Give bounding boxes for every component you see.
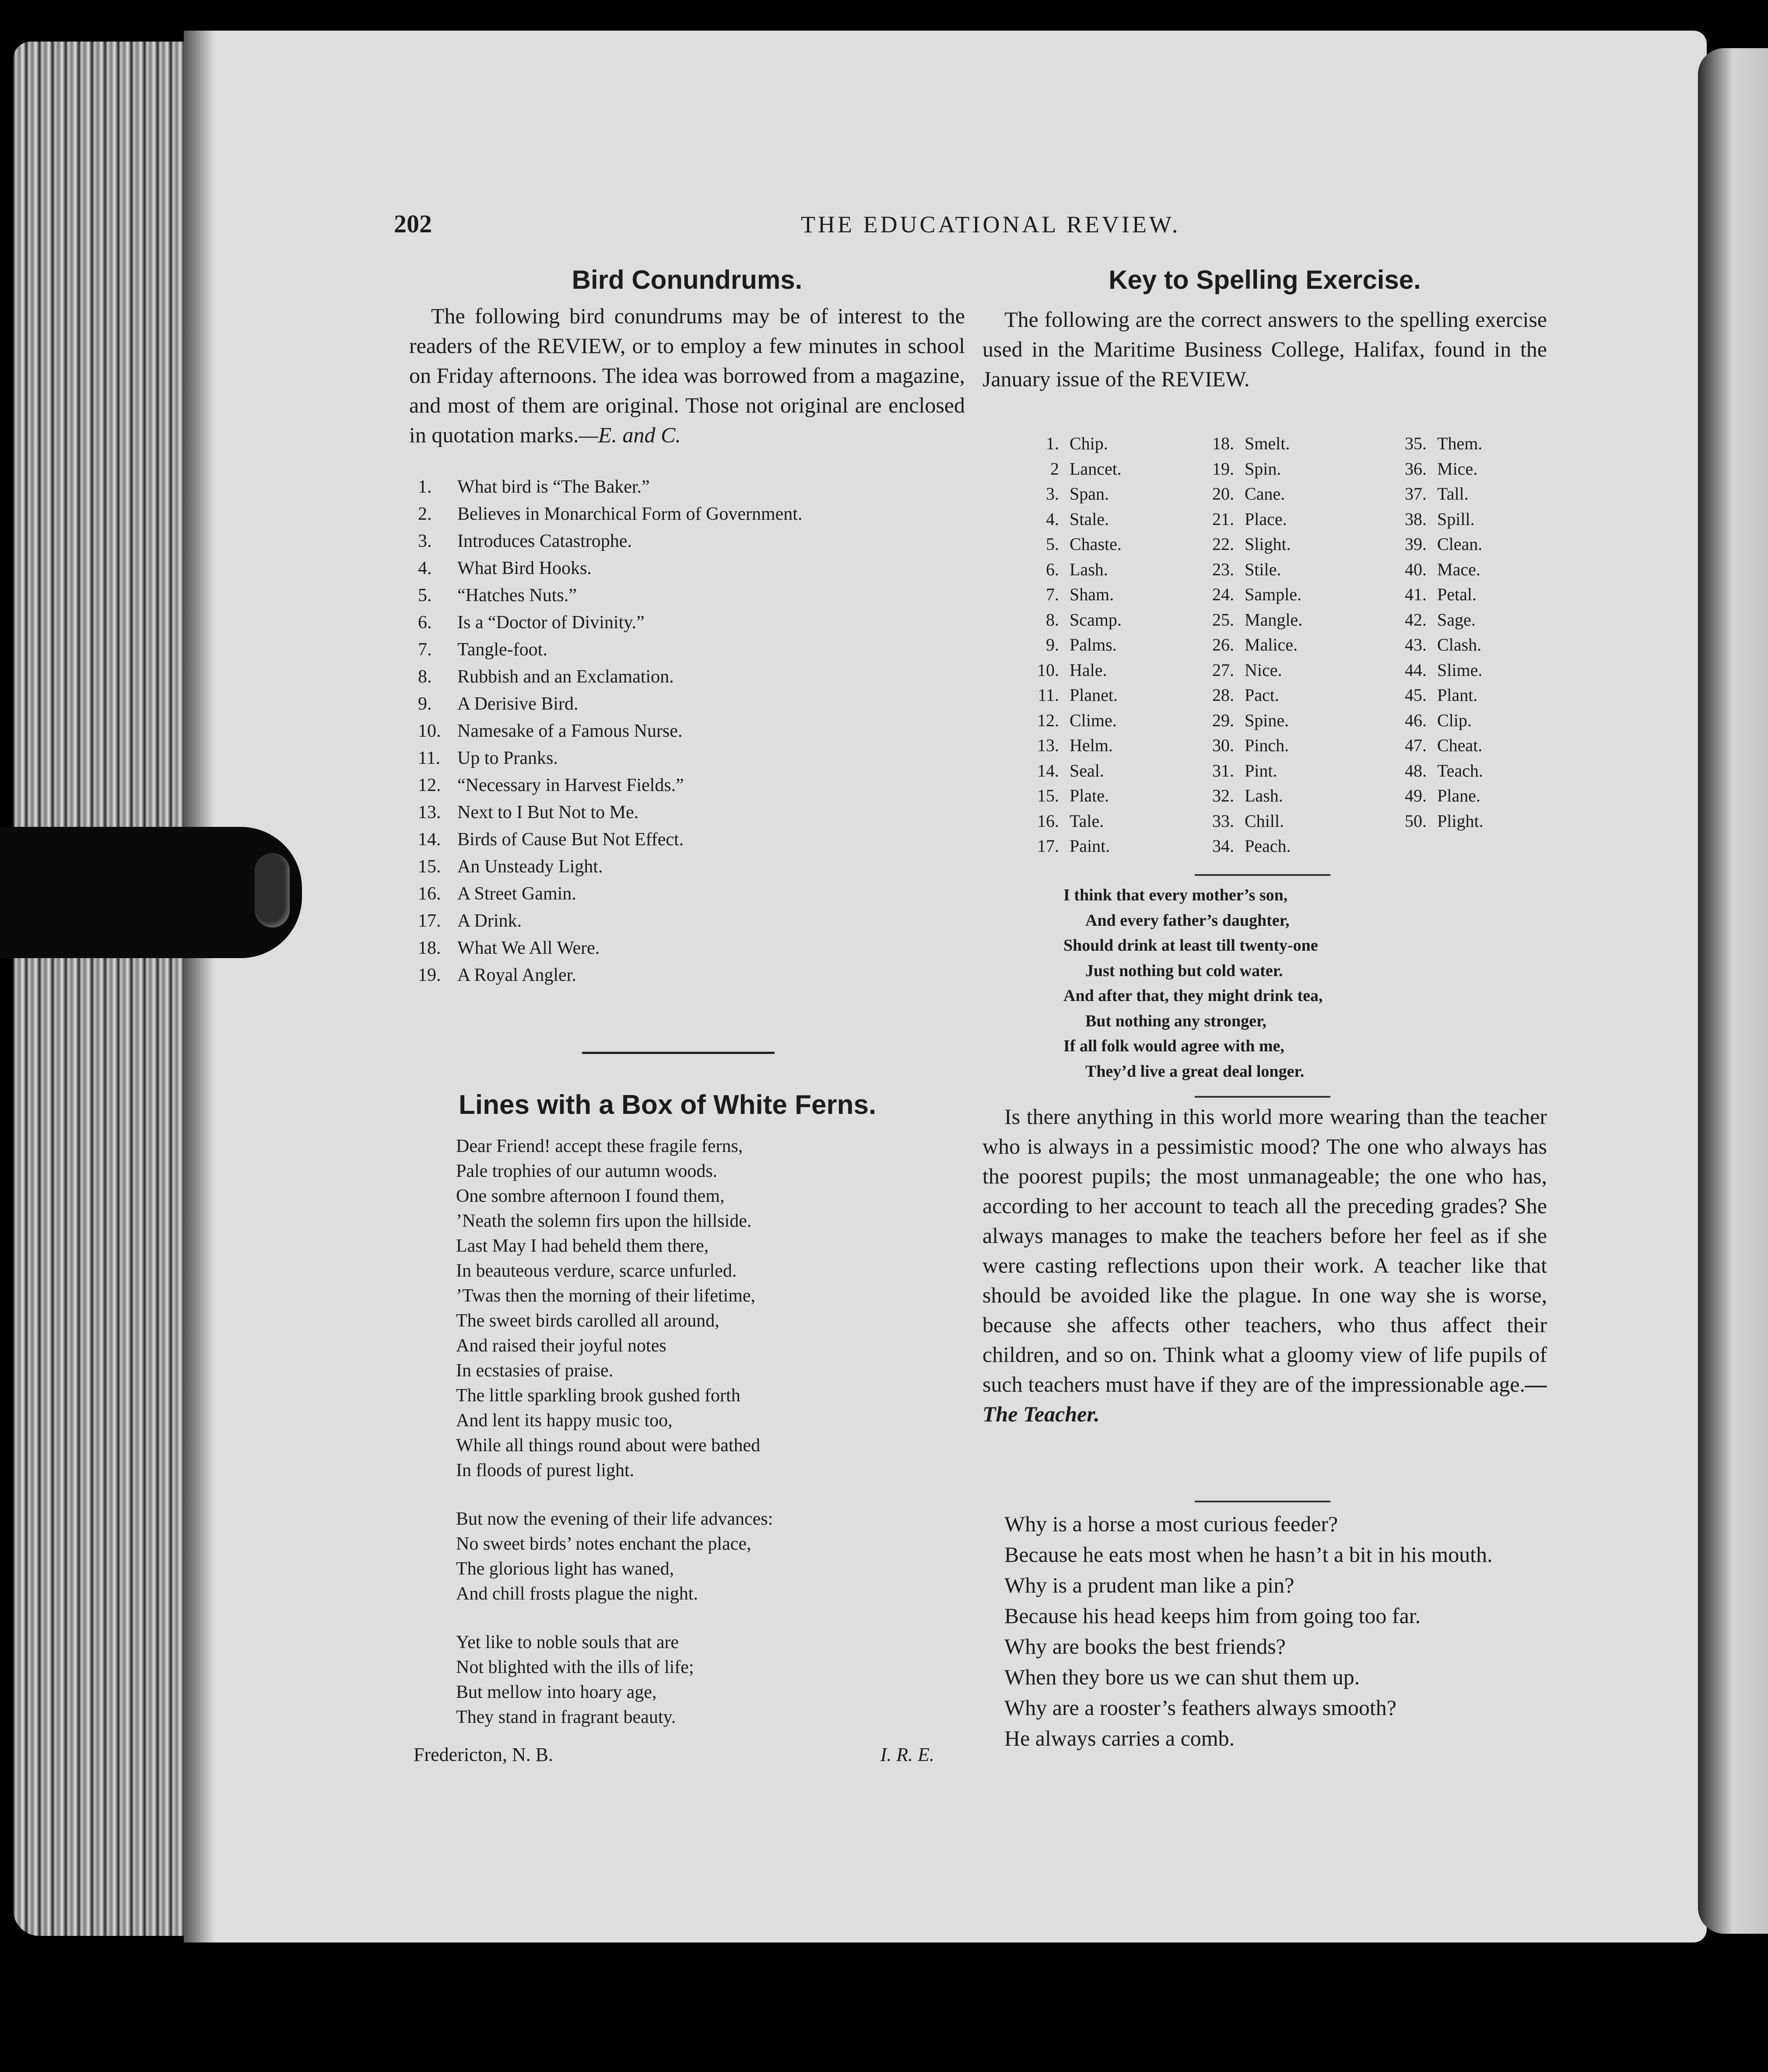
verse-line: I think that every mother’s son, (1063, 886, 1288, 904)
conundrum-text: Tangle-foot. (457, 640, 547, 660)
answer-row (1015, 607, 1122, 633)
answer-number: 13. (1037, 735, 1059, 755)
conundrum-item (418, 636, 965, 663)
conundrum-number: 15. (418, 857, 441, 877)
answer-row (1190, 582, 1302, 607)
answer-row (1190, 632, 1302, 658)
answer-number: 42. (1405, 609, 1427, 630)
riddle-answer: He always carries a comb. (1004, 1726, 1235, 1750)
ferns-poem-title: Lines with a Box of White Ferns. (459, 1090, 877, 1120)
answer-word: Spill. (1437, 509, 1475, 529)
answer-number: 44. (1405, 660, 1427, 680)
answer-row (1383, 708, 1484, 733)
answer-row (1015, 582, 1122, 607)
answer-number: 45. (1405, 685, 1427, 705)
answer-word: Place. (1245, 509, 1287, 529)
answer-word: Spine. (1245, 710, 1289, 730)
conundrum-item (418, 528, 965, 555)
answer-number: 34. (1212, 836, 1234, 856)
answer-row (1383, 607, 1484, 633)
answer-row (1190, 431, 1302, 456)
spelling-answers-grid (1015, 431, 1554, 860)
answer-number: 15. (1037, 786, 1059, 805)
answer-word: Spin. (1245, 458, 1281, 479)
conundrum-item (418, 718, 965, 745)
answer-number: 6. (1046, 559, 1059, 579)
answer-row (1015, 808, 1122, 834)
answer-number: 50. (1405, 811, 1427, 831)
conundrum-text: A Street Gamin. (457, 884, 576, 904)
answer-row (1383, 532, 1484, 557)
conundrum-text: Introduces Catastrophe. (457, 531, 632, 551)
answer-row (1190, 532, 1302, 557)
verse-line: But nothing any stronger, (1085, 1012, 1266, 1030)
poem-line: And lent its happy music too, (456, 1410, 673, 1431)
answer-number: 26. (1212, 635, 1234, 654)
verse-line: Should drink at least till twenty-one (1063, 936, 1318, 955)
answer-row (1190, 507, 1302, 532)
answer-number: 16. (1037, 811, 1059, 831)
conundrum-text: A Royal Angler. (457, 965, 576, 985)
poem-line: In ecstasies of praise. (456, 1361, 614, 1381)
riddle-answer: Because he eats most when he hasn’t a bit in his mouth. (1004, 1542, 1493, 1567)
answer-word: Them. (1437, 434, 1483, 453)
teacher-paragraph: Is there anything in this world more wearing than the teacher who is always in a pessimistic mood? The one who always has the poorest pupils; the most unmanageable; the one who has, according to her account to teach all the preceding grades? She always manages to make the teachers before her feel as if she were casting reflections upon their work. A teacher like that should be avoided like the plague. In one way she is worse, because she affects other teachers, who thus affect their children, and so on. Think what a gloomy view of life pupils of such teachers must have if they are of the impressionable age.—The Teacher. (982, 1104, 1547, 1426)
riddles (982, 1508, 1547, 1754)
answer-row (1190, 658, 1302, 683)
conundrum-text: “Necessary in Harvest Fields.” (457, 775, 684, 795)
temperance-verse (1063, 883, 1457, 1084)
poem-line: Yet like to noble souls that are (456, 1632, 679, 1652)
answer-word: Petal. (1437, 584, 1477, 604)
conundrum-item (418, 907, 965, 934)
gutter-shadow (184, 31, 214, 1942)
facing-page-edge (1698, 48, 1768, 1934)
answer-number: 18. (1212, 434, 1234, 453)
conundrum-number: 18. (418, 938, 441, 958)
answers-column-1 (1015, 431, 1122, 859)
answer-row (1383, 808, 1484, 834)
teacher-source: —The Teacher. (982, 1372, 1547, 1426)
intro-signature: —E. and C. (579, 423, 681, 447)
bird-conundrums-title: Bird Conundrums. (572, 265, 803, 294)
answer-row (1015, 758, 1122, 784)
answer-row (1015, 733, 1122, 758)
conundrum-text: A Drink. (457, 911, 522, 931)
answer-number: 46. (1405, 710, 1427, 730)
poem-line: But now the evening of their life advances: (456, 1509, 773, 1529)
answer-word: Smelt. (1245, 434, 1290, 453)
conundrum-item (418, 745, 965, 772)
answer-number: 4. (1046, 509, 1059, 529)
answer-word: Seal. (1070, 760, 1104, 780)
answer-row (1015, 833, 1122, 859)
journal-title: THE EDUCATIONAL REVIEW. (801, 211, 1181, 238)
answer-number: 30. (1212, 735, 1234, 755)
riddle-question: Why are books the best friends? (1004, 1634, 1286, 1659)
answer-number: 41. (1405, 584, 1427, 604)
conundrum-number: 12. (418, 775, 441, 795)
conundrum-number: 17. (418, 911, 441, 931)
answer-row (1015, 658, 1122, 683)
answer-row (1383, 783, 1484, 808)
answer-number: 38. (1405, 509, 1427, 529)
conundrum-number: 2. (418, 504, 432, 524)
answer-number: 3. (1046, 484, 1059, 504)
answer-word: Hale. (1070, 660, 1107, 680)
poem-line: The sweet birds carolled all around, (456, 1311, 719, 1331)
conundrum-item (418, 663, 965, 690)
answer-row (1190, 758, 1302, 784)
conundrum-text: Birds of Cause But Not Effect. (457, 830, 684, 850)
divider-rule (1195, 1501, 1330, 1502)
answer-row (1383, 632, 1484, 658)
spelling-key-intro: The following are the correct answers to the spelling exercise used in the Maritime Business College, Halifax, found in the January issue of the REVIEW. (982, 307, 1547, 391)
answer-number: 5. (1046, 534, 1059, 554)
answer-word: Lash. (1245, 786, 1283, 805)
answer-number: 7. (1046, 584, 1059, 604)
answer-number: 29. (1212, 710, 1234, 730)
verse-line: If all folk would agree with me, (1063, 1037, 1284, 1055)
answer-row (1015, 682, 1122, 708)
page-number: 202 (394, 210, 432, 238)
answer-word: Clean. (1437, 534, 1483, 554)
answer-word: Clime. (1070, 710, 1117, 730)
conundrum-number: 5. (418, 585, 432, 606)
ferns-poem (456, 1134, 959, 1754)
conundrum-number: 6. (418, 612, 432, 633)
conundrum-number: 9. (418, 694, 432, 714)
page-header (394, 209, 1234, 257)
answer-word: Mace. (1437, 559, 1480, 579)
answer-row (1383, 682, 1484, 708)
answer-row (1383, 582, 1484, 607)
poem-author: I. R. E. (880, 1744, 934, 1765)
conundrum-text: Is a “Doctor of Divinity.” (457, 612, 645, 633)
bird-conundrums-article (409, 265, 965, 989)
answer-row (1190, 481, 1302, 507)
conundrum-text: “Hatches Nuts.” (457, 585, 577, 606)
answer-row (1190, 808, 1302, 834)
answer-row (1383, 431, 1484, 456)
book-page-edges (13, 42, 188, 1936)
poem-line: No sweet birds’ notes enchant the place, (456, 1534, 751, 1554)
answer-number: 14. (1037, 760, 1059, 780)
answer-word: Tale. (1070, 811, 1104, 831)
answer-word: Pinch. (1245, 735, 1289, 755)
answer-row (1015, 481, 1122, 507)
poem-line: They stand in fragrant beauty. (456, 1707, 676, 1727)
answer-word: Plight. (1437, 811, 1484, 831)
answer-row (1190, 456, 1302, 482)
riddle-question: Why is a horse a most curious feeder? (1004, 1512, 1338, 1536)
answer-row (1190, 557, 1302, 582)
conundrum-text: An Unsteady Light. (457, 857, 603, 877)
conundrum-text: A Derisive Bird. (457, 694, 579, 714)
riddle-answer: Because his head keeps him from going too far. (1004, 1603, 1421, 1628)
answer-number: 40. (1405, 559, 1427, 579)
poem-line: The glorious light has waned, (456, 1559, 674, 1579)
answer-row (1015, 708, 1122, 733)
poem-stanza-3 (456, 1630, 959, 1730)
conundrum-item (418, 473, 965, 500)
answer-row (1190, 733, 1302, 758)
answer-row (1190, 783, 1302, 808)
thumb-holding-page (0, 827, 302, 958)
conundrum-number: 7. (418, 640, 432, 660)
verse-line: And every father’s daughter, (1085, 911, 1290, 930)
poem-line: ’Neath the solemn firs upon the hillside. (456, 1211, 752, 1231)
conundrum-item (418, 853, 965, 880)
poem-line: While all things round about were bathed (456, 1435, 761, 1456)
answer-number: 31. (1212, 760, 1234, 780)
conundrum-text: Believes in Monarchical Form of Government. (457, 504, 803, 524)
conundrum-number: 19. (418, 965, 441, 985)
conundrum-text: Namesake of a Famous Nurse. (457, 721, 683, 741)
poem-line: ’Twas then the morning of their lifetime, (456, 1286, 756, 1306)
answer-row (1383, 658, 1484, 683)
answer-word: Tall. (1437, 484, 1469, 504)
poem-line: But mellow into hoary age, (456, 1682, 657, 1702)
answer-number: 12. (1037, 710, 1059, 730)
answer-row (1190, 607, 1302, 633)
answer-word: Plate. (1070, 786, 1109, 805)
answer-row (1190, 682, 1302, 708)
answer-word: Chip. (1070, 434, 1108, 453)
poem-line: The little sparkling brook gushed forth (456, 1386, 740, 1406)
answer-word: Mice. (1437, 458, 1478, 479)
conundrum-item (418, 582, 965, 609)
riddle-question: Why is a prudent man like a pin? (1004, 1573, 1294, 1597)
divider-rule (1195, 1096, 1330, 1098)
answer-word: Malice. (1245, 635, 1298, 654)
poem-place: Fredericton, N. B. (414, 1744, 553, 1765)
answer-number: 24. (1212, 584, 1234, 604)
answer-number: 20. (1212, 484, 1234, 504)
answer-word: Peach. (1245, 836, 1291, 856)
answer-row (1190, 833, 1302, 859)
answer-word: Scamp. (1070, 609, 1122, 630)
answer-row (1383, 456, 1484, 482)
answer-word: Planet. (1070, 685, 1118, 705)
poem-line: Not blighted with the ills of life; (456, 1657, 694, 1677)
answer-number: 49. (1405, 786, 1427, 805)
answer-word: Palms. (1070, 635, 1117, 654)
answer-number: 1. (1046, 434, 1059, 453)
answer-number: 43. (1405, 635, 1427, 654)
poem-line: And chill frosts plague the night. (456, 1584, 698, 1604)
answer-number: 48. (1405, 760, 1427, 780)
conundrum-number: 4. (418, 558, 432, 578)
conundrum-number: 13. (418, 802, 441, 822)
answer-number: 28. (1212, 685, 1234, 705)
answer-word: Teach. (1437, 760, 1483, 780)
answer-word: Span. (1070, 484, 1109, 504)
answer-word: Stile. (1245, 559, 1281, 579)
conundrum-text: What We All Were. (457, 938, 600, 958)
answer-number: 35. (1405, 434, 1427, 453)
riddle-question: Why are a rooster’s feathers always smooth? (1004, 1695, 1396, 1720)
answer-number: 37. (1405, 484, 1427, 504)
answer-number: 10. (1037, 660, 1059, 680)
conundrum-number: 16. (418, 884, 441, 904)
answer-number: 2 (1050, 458, 1059, 479)
answer-word: Nice. (1245, 660, 1282, 680)
conundrum-text: Next to I But Not to Me. (457, 802, 639, 822)
answer-number: 22. (1212, 534, 1234, 554)
answer-word: Lash. (1070, 559, 1108, 579)
poem-line: Pale trophies of our autumn woods. (456, 1161, 718, 1181)
answer-word: Slime. (1437, 660, 1483, 680)
answer-word: Chill. (1245, 811, 1284, 831)
divider-rule (1195, 874, 1330, 876)
conundrum-item (418, 690, 965, 718)
answer-word: Plane. (1437, 786, 1480, 805)
answer-number: 17. (1037, 836, 1059, 856)
conundrum-item (418, 500, 965, 528)
answer-word: Cane. (1245, 484, 1285, 504)
conundrum-item (418, 934, 965, 962)
answer-number: 47. (1405, 735, 1427, 755)
poem-stanza-1 (456, 1134, 959, 1483)
answer-word: Stale. (1070, 509, 1109, 529)
answer-number: 8. (1046, 609, 1059, 630)
conundrum-item (418, 772, 965, 799)
answer-word: Pint. (1245, 760, 1277, 780)
section-divider (582, 1052, 775, 1054)
poem-line: In floods of purest light. (456, 1460, 635, 1480)
conundrum-list (418, 473, 965, 989)
conundrum-item (418, 962, 965, 989)
answer-word: Cheat. (1437, 735, 1483, 755)
conundrum-number: 3. (418, 531, 432, 551)
poem-line: Dear Friend! accept these fragile ferns, (456, 1136, 743, 1156)
answer-word: Lancet. (1070, 458, 1122, 479)
spelling-key-article (982, 265, 1547, 394)
answer-word: Helm. (1070, 735, 1113, 755)
answer-number: 36. (1405, 458, 1427, 479)
answer-word: Paint. (1070, 836, 1110, 856)
conundrum-text: Up to Pranks. (457, 748, 558, 768)
poem-line: One sombre afternoon I found them, (456, 1186, 725, 1206)
poem-line: Last May I had beheld them there, (456, 1236, 709, 1256)
verse-line: And after that, they might drink tea, (1063, 987, 1323, 1005)
verse-line: They’d live a great deal longer. (1085, 1062, 1305, 1081)
answer-row (1015, 507, 1122, 532)
conundrum-item (418, 826, 965, 853)
conundrum-item (418, 880, 965, 907)
answer-word: Chaste. (1070, 534, 1122, 554)
answer-word: Clash. (1437, 635, 1482, 654)
answer-row (1383, 557, 1484, 582)
answer-number: 32. (1212, 786, 1234, 805)
answer-word: Pact. (1245, 685, 1279, 705)
answer-row (1383, 481, 1484, 507)
answer-row (1015, 532, 1122, 557)
conundrum-item (418, 609, 965, 636)
answer-row (1015, 456, 1122, 482)
conundrum-number: 1. (418, 477, 432, 497)
answer-number: 11. (1038, 685, 1059, 705)
answer-number: 39. (1405, 534, 1427, 554)
answer-row (1383, 733, 1484, 758)
conundrum-number: 8. (418, 667, 432, 687)
answer-word: Sample. (1245, 584, 1301, 604)
riddle-answer: When they bore us we can shut them up. (1004, 1665, 1360, 1689)
conundrum-text: Rubbish and an Exclamation. (457, 667, 674, 687)
spelling-key-title: Key to Spelling Exercise. (1109, 265, 1421, 294)
answer-number: 33. (1212, 811, 1234, 831)
poem-stanza-2 (456, 1507, 959, 1606)
answer-number: 19. (1212, 458, 1234, 479)
answer-number: 25. (1212, 609, 1234, 630)
conundrum-number: 11. (418, 748, 440, 768)
poem-line: And raised their joyful notes (456, 1336, 667, 1356)
answer-row (1383, 758, 1484, 784)
poem-footer (414, 1743, 934, 1766)
answer-word: Slight. (1245, 534, 1291, 554)
bird-conundrums-intro: The following bird conundrums may be of interest to the readers of the REVIEW, or to employ a few minutes in school on Friday afternoons. The idea was borrowed from a magazine, and most of them are original. Those not original are enclosed in quotation marks.—E. and C. (409, 304, 965, 447)
answers-column-2 (1190, 431, 1302, 859)
answer-word: Sham. (1070, 584, 1114, 604)
answer-row (1015, 557, 1122, 582)
conundrum-number: 14. (418, 830, 441, 850)
conundrum-item (418, 799, 965, 826)
conundrum-text: What Bird Hooks. (457, 558, 592, 578)
answer-word: Plant. (1437, 685, 1478, 705)
answer-word: Clip. (1437, 710, 1472, 730)
answer-number: 27. (1212, 660, 1234, 680)
answers-column-3 (1383, 431, 1484, 833)
conundrum-text: What bird is “The Baker.” (457, 477, 650, 497)
conundrum-item (418, 555, 965, 582)
answer-row (1383, 507, 1484, 532)
conundrum-number: 10. (418, 721, 441, 741)
answer-word: Sage. (1437, 609, 1476, 630)
answer-row (1015, 783, 1122, 808)
answer-row (1190, 708, 1302, 733)
answer-row (1015, 632, 1122, 658)
poem-line: In beauteous verdure, scarce unfurled. (456, 1261, 737, 1281)
answer-row (1015, 431, 1122, 456)
answer-word: Mangle. (1245, 609, 1303, 630)
answer-number: 23. (1212, 559, 1234, 579)
verse-line: Just nothing but cold water. (1085, 961, 1283, 980)
answer-number: 21. (1212, 509, 1234, 529)
answer-number: 9. (1046, 635, 1059, 654)
